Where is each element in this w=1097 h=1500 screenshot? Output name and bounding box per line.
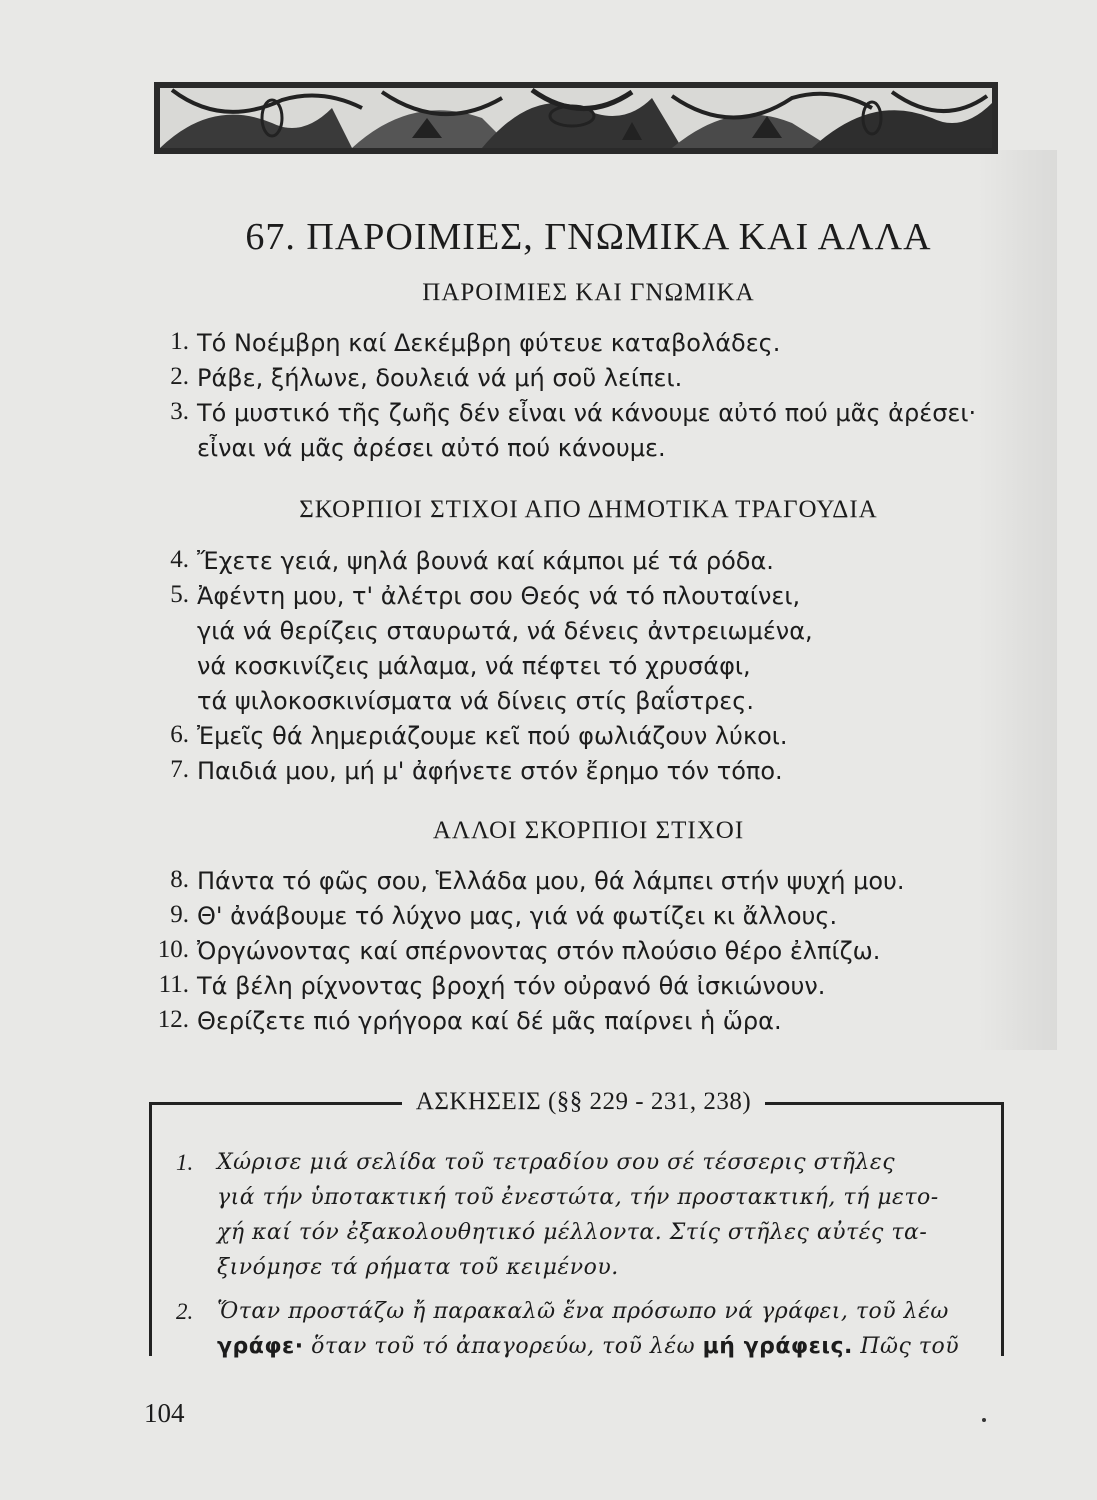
item-number: 6.: [170, 721, 189, 748]
item-number: 7.: [170, 756, 189, 783]
item-number: 11.: [158, 971, 189, 998]
item-text: Ἐμεῖς θά λημεριάζουμε κεῖ πού φωλιάζουν λύκοι.: [197, 722, 788, 750]
list-item: [158, 971, 826, 1000]
list-item: [170, 756, 783, 785]
exercise-text: ὅταν τοῦ τό ἀπαγορεύω, τοῦ λέω: [303, 1334, 703, 1359]
item-number: 8.: [170, 866, 189, 893]
exercise-number: 2.: [176, 1299, 194, 1324]
item-text: Παιδιά μου, μή μ' ἀφήνετε στόν ἔρημο τόν τόπο.: [197, 757, 783, 785]
item-number: 3.: [170, 398, 189, 425]
item-number: 1.: [170, 328, 189, 355]
exercise-line: γιά τήν ὑποτακτική τοῦ ἐνεστώτα, τήν προστακτική, τή μετο-: [217, 1185, 939, 1210]
decorative-banner: [152, 78, 1000, 158]
item-number: 2.: [170, 363, 189, 390]
exercises-title-wrap: [0, 1088, 1097, 1116]
list-item: [170, 398, 977, 427]
item-continuation: εἶναι νά μᾶς ἀρέσει αὐτό πού κάνουμε.: [197, 434, 666, 462]
list-item: [170, 901, 838, 930]
exercises-title: ΑΣΚΗΣΕΙΣ (§§ 229 - 231, 238): [402, 1088, 765, 1115]
list-item: [170, 363, 683, 392]
exercise-line: Χώρισε μιά σελίδα τοῦ τετραδίου σου σέ τέσσερις στῆλες: [217, 1150, 896, 1175]
item-text: Ἔχετε γειά, ψηλά βουνά καί κάμποι μέ τά ρόδα.: [197, 547, 774, 575]
list-item: [170, 866, 905, 895]
list-item: [170, 721, 788, 750]
list-item: [170, 546, 774, 575]
list-item: [170, 581, 801, 610]
list-item: [157, 936, 881, 965]
speck: [982, 1418, 986, 1422]
exercise-text: Πῶς τοῦ: [852, 1334, 960, 1359]
item-number: 9.: [170, 901, 189, 928]
item-number: 12.: [157, 1006, 189, 1033]
item-continuation: γιά νά θερίζεις σταυρωτά, νά δένεις ἀντρειωμένα,: [197, 617, 813, 645]
bold-term: μή γράφεις.: [702, 1334, 853, 1359]
item-text: Ἀφέντη μου, τ' ἀλέτρι σου Θεός νά τό πλουταίνει,: [197, 582, 801, 610]
item-continuation: νά κοσκινίζεις μάλαμα, νά πέφτει τό χρυσάφι,: [197, 652, 751, 680]
exercise-line: Ὅταν προστάζω ἤ παρακαλῶ ἕνα πρόσωπο νά γράφει, τοῦ λέω: [217, 1299, 949, 1324]
chapter-title: 67. ΠΑΡΟΙΜΙΕΣ, ΓΝΩΜΙΚΑ ΚΑΙ ΑΛΛΑ: [245, 216, 932, 258]
section-heading-proverbs: ΠΑΡΟΙΜΙΕΣ ΚΑΙ ΓΝΩΜΙΚΑ: [422, 279, 755, 306]
item-text: Θ' ἀνάβουμε τό λύχνο μας, γιά νά φωτίζει κι ἄλλους.: [197, 902, 838, 930]
page-number: 104: [144, 1398, 185, 1428]
section-heading-folk-songs: ΣΚΟΡΠΙΟΙ ΣΤΙΧΟΙ ΑΠΟ ΔΗΜΟΤΙΚΑ ΤΡΑΓΟΥΔΙΑ: [299, 496, 878, 523]
item-number: 4.: [170, 546, 189, 573]
item-text: Τό μυστικό τῆς ζωῆς δέν εἶναι νά κάνουμε αὐτό πού μᾶς ἀρέσει·: [197, 399, 977, 427]
item-text: Ράβε, ξήλωνε, δουλειά νά μή σοῦ λείπει.: [197, 364, 683, 392]
item-continuation: τά ψιλοκοσκινίσματα νά δίνεις στίς βαΐστρες.: [197, 687, 754, 715]
item-number: 10.: [157, 936, 189, 963]
section-heading-other-verses: ΑΛΛΟΙ ΣΚΟΡΠΙΟΙ ΣΤΙΧΟΙ: [432, 817, 745, 844]
list-item: [157, 1006, 782, 1035]
item-number: 5.: [170, 581, 189, 608]
item-text: Τά βέλη ρίχνοντας βροχή τόν οὐρανό θά ἰσκιώνουν.: [197, 972, 826, 1000]
item-text: Θερίζετε πιό γρήγορα καί δέ μᾶς παίρνει ἡ ὥρα.: [197, 1007, 782, 1035]
exercise-line-mixed: [217, 1334, 959, 1359]
item-text: Πάντα τό φῶς σου, Ἑλλάδα μου, θά λάμπει στήν ψυχή μου.: [197, 867, 905, 895]
item-text: Ὀργώνοντας καί σπέρνοντας στόν πλούσιο θέρο ἐλπίζω.: [197, 937, 881, 965]
exercise-line: ξινόμησε τά ρήματα τοῦ κειμένου.: [217, 1255, 619, 1280]
exercise-number: 1.: [176, 1150, 194, 1175]
bold-term: γράφε·: [217, 1334, 304, 1359]
item-text: Τό Νοέμβρη καί Δεκέμβρη φύτευε καταβολάδες.: [197, 329, 781, 357]
list-item: [170, 328, 781, 357]
exercise-line: χή καί τόν ἐξακολουθητικό μέλλοντα. Στίς στῆλες αὐτές τα-: [217, 1220, 928, 1245]
